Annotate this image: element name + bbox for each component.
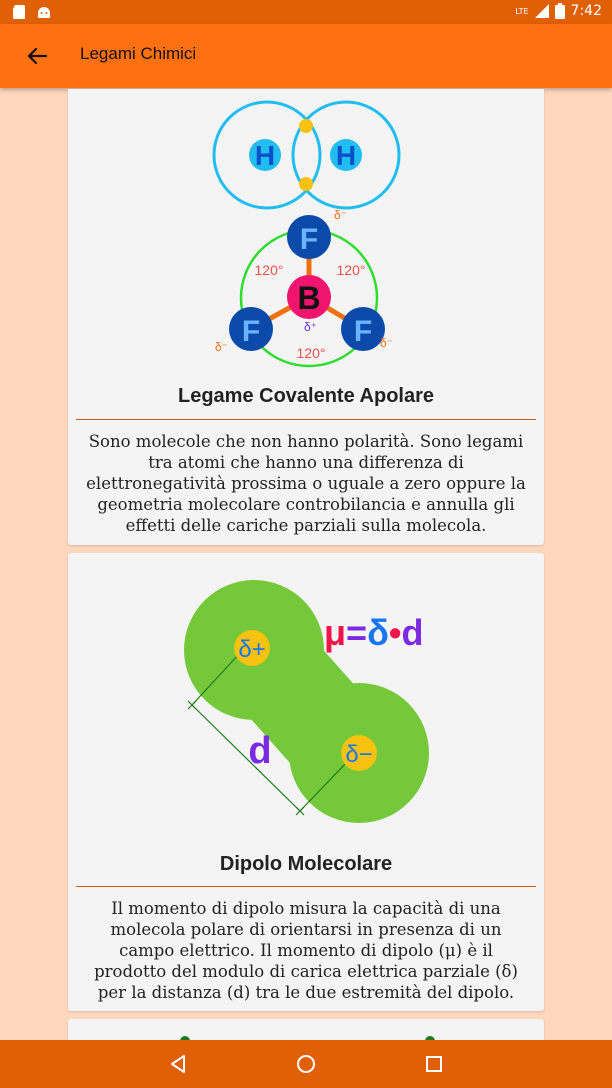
card-title: Dipolo Molecolare [219,853,393,875]
distance-label: d [248,730,272,772]
card-text: Sono molecole che non hanno polarità. Sono legami tra atomi che hanno una differenza di elettronegatività prossima o uguale a zero oppure la geometria molecolare controbilancia e annulla gli effetti delle cariche parziali sulla molecola. [86,432,526,535]
neg-charge-label: δ− [345,741,373,768]
card-title: Legame Covalente Apolare [177,385,434,407]
formula-mu: μ [324,612,347,653]
status-bar [0,0,612,24]
h-atom-left: H [254,140,276,171]
network-type: LTE [515,6,529,16]
nav-home-icon[interactable] [294,1052,318,1076]
delta-minus-left: δ⁻ [215,340,229,354]
signal-icon [535,4,549,18]
status-time: 7:42 [570,3,602,19]
card-dipole [68,553,544,1011]
angle-label-right: 120° [336,262,366,278]
h-atom-right: H [335,140,357,171]
formula [324,612,424,653]
pos-charge-label: δ+ [238,636,266,663]
angle-label-bottom: 120° [296,345,326,361]
app-bar [0,24,612,88]
card-covalent-apolar [68,89,544,545]
nav-recents-icon[interactable] [422,1052,446,1076]
formula-delta: δ [367,612,389,653]
angle-label-left: 120° [254,262,284,278]
nav-back-icon[interactable] [166,1052,190,1076]
card-divider [76,419,536,420]
formula-d: d [401,612,424,653]
b-atom: B [297,280,321,316]
f-atom-top: F [299,223,319,256]
f-atom-left: F [241,315,261,348]
battery-icon [555,3,565,19]
card-text: Il momento di dipolo misura la capacità di una molecola polare di orientarsi in presenza di un campo elettrico. Il momento di dipolo (μ) è il prodotto del modulo di carica elettrica parziale (δ) per la distanza (d) tra le due estremità del dipolo. [94,899,518,1002]
f-atom-right: F [353,315,373,348]
dipole-figure [68,553,544,843]
android-icon [36,4,52,20]
delta-minus-top: δ⁻ [334,208,348,222]
arrow-back-icon[interactable] [20,44,52,68]
navigation-bar [0,1040,612,1088]
formula-dot: • [388,612,402,653]
sd-card-icon [12,4,26,20]
molecule-figure [68,89,544,379]
card-divider [76,886,536,887]
formula-eq: = [346,612,368,653]
app-title: Legami Chimici [80,44,197,63]
delta-plus-center: δ⁺ [304,320,318,334]
delta-minus-right: δ⁻ [380,336,394,350]
